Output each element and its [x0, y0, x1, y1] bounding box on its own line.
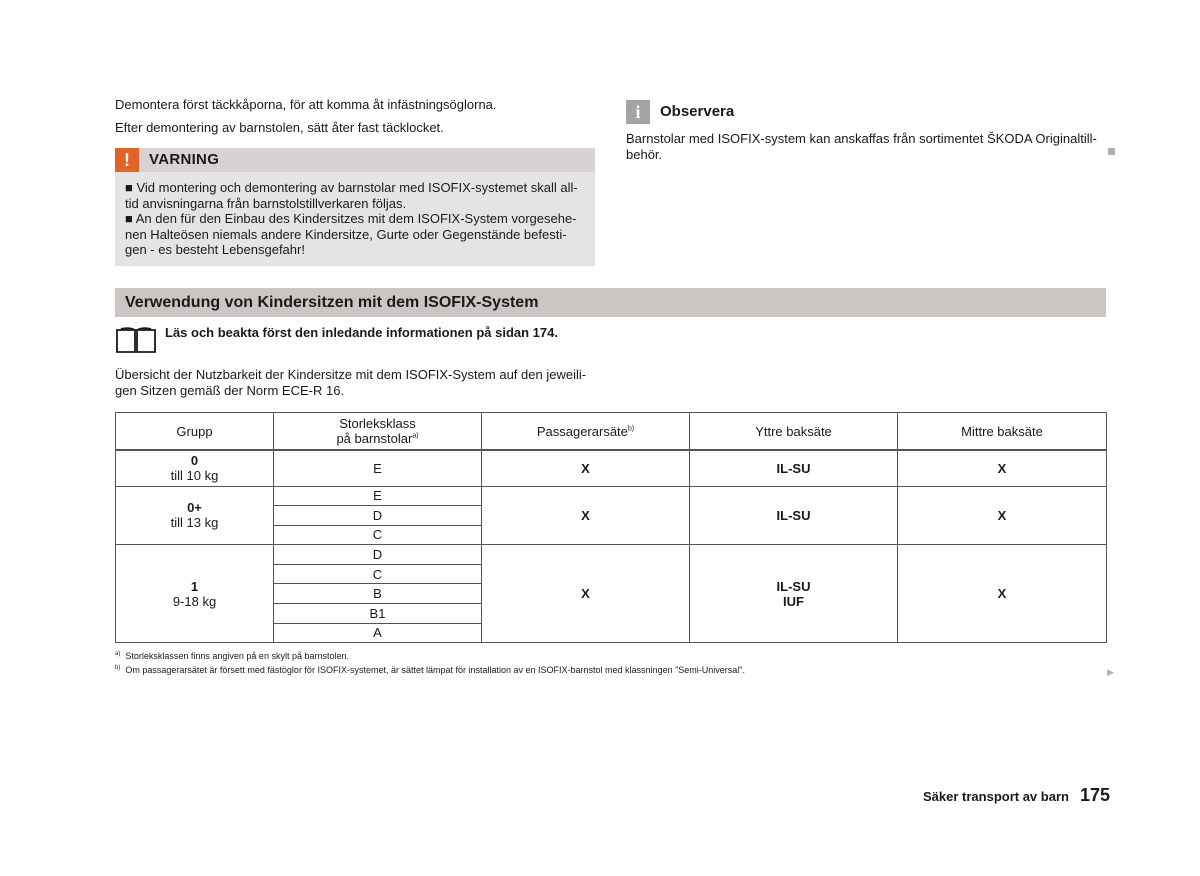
- footnote-a-mark: a): [115, 651, 121, 657]
- note-line-1: Barnstolar med ISOFIX-system kan anskaffas från sortimentet ŠKODA Originaltill-: [626, 131, 1097, 146]
- footnote-b-text: Om passagerarsätet är försett med fästöglor för ISOFIX-systemet, är sättet lämpat för installation av en ISOFIX-barnstol med klassningen "Semi-Universal".: [125, 665, 745, 675]
- footnote-a: [115, 651, 349, 662]
- header-size-line-1: Storleksklass: [339, 416, 416, 431]
- size-cell: C: [274, 564, 482, 584]
- book-icon: [115, 326, 157, 354]
- continue-arrow-icon: ▶: [1107, 667, 1114, 677]
- table-header-row: [116, 413, 1107, 451]
- note-title: Observera: [660, 103, 735, 120]
- table-row: [116, 486, 1107, 506]
- outer-value-2: IUF: [783, 593, 804, 609]
- outer-cell: IL-SU: [690, 450, 898, 486]
- outer-value-1: IL-SU: [776, 578, 811, 594]
- size-cell: D: [274, 545, 482, 565]
- size-cell: B: [274, 584, 482, 604]
- group-number: 0+: [187, 500, 202, 516]
- passenger-cell: X: [482, 450, 690, 486]
- intro-line-2: Efter demontering av barnstolen, sätt åter fast täcklocket.: [115, 120, 444, 135]
- header-group-label: Grupp: [176, 423, 213, 439]
- warning-icon: !: [115, 148, 139, 172]
- header-size-line-2: på barnstolar: [336, 431, 413, 446]
- section-title: Verwendung von Kindersitzen mit dem ISOFIX-System: [125, 294, 539, 311]
- middle-cell: X: [898, 450, 1107, 486]
- group-weight: 9-18 kg: [172, 593, 217, 609]
- warning-item-2-line-2: nen Halteösen niemals andere Kindersitze, Gurte oder Gegenstände befesti-: [125, 226, 567, 242]
- page-number: 175: [1080, 785, 1111, 805]
- outer-cell: IL-SU: [690, 486, 898, 545]
- middle-cell: X: [898, 486, 1107, 545]
- group-weight: till 13 kg: [170, 515, 219, 531]
- header-outer-label: Yttre baksäte: [755, 423, 832, 439]
- footnote-b-mark: b): [115, 665, 121, 671]
- header-size-class: [274, 413, 482, 451]
- footer-chapter-title: Säker transport av barn: [923, 789, 1069, 804]
- size-cell: C: [274, 525, 482, 545]
- table-row: [116, 450, 1107, 486]
- header-middle-label: Mittre baksäte: [961, 423, 1043, 439]
- table-row: [116, 545, 1107, 565]
- size-cell: B1: [274, 604, 482, 624]
- header-group: [116, 413, 274, 451]
- header-passenger: [482, 413, 690, 451]
- footnote-a-text: Storleksklassen finns angiven på en skylt på barnstolen.: [125, 651, 349, 661]
- overview-line-1: Übersicht der Nutzbarkeit der Kindersitze mit dem ISOFIX-System auf den jeweili-: [115, 367, 587, 382]
- intro-line-1: Demontera först täckkåporna, för att komma åt infästningsöglorna.: [115, 97, 497, 112]
- header-middle: [898, 413, 1107, 451]
- size-cell: D: [274, 506, 482, 526]
- group-number: 0: [190, 453, 199, 469]
- group-cell: [116, 545, 274, 643]
- overview-text: [115, 367, 605, 399]
- passenger-cell: X: [482, 486, 690, 545]
- end-square-icon: [1108, 148, 1115, 155]
- header-size-footnote-mark: a): [412, 432, 419, 440]
- passenger-cell: X: [482, 545, 690, 643]
- size-cell: A: [274, 623, 482, 643]
- warning-item-1-line-2: tid anvisningarna från barnstolstillverkaren följas.: [125, 195, 407, 211]
- warning-item-1-line-1: ■ Vid montering och demontering av barnstolar med ISOFIX-systemet skall all-: [125, 180, 578, 195]
- group-cell: [116, 486, 274, 545]
- note-text: [626, 131, 1116, 163]
- size-cell: E: [274, 450, 482, 486]
- overview-line-2: gen Sitzen gemäß der Norm ECE-R 16.: [115, 383, 345, 398]
- footnote-b: [115, 665, 745, 676]
- size-cell: E: [274, 486, 482, 506]
- header-outer: [690, 413, 898, 451]
- isofix-table: [115, 412, 1107, 643]
- group-weight: till 10 kg: [170, 468, 219, 484]
- outer-cell: [690, 545, 898, 643]
- warning-text: [125, 180, 585, 258]
- group-number: 1: [190, 578, 199, 594]
- header-passenger-label: Passagerarsäte: [536, 423, 628, 439]
- middle-cell: X: [898, 545, 1107, 643]
- warning-title: VARNING: [149, 151, 220, 168]
- warning-item-2-line-3: gen - es besteht Lebensgefahr!: [125, 242, 305, 257]
- warning-item-2-line-1: ■ An den für den Einbau des Kindersitzes mit dem ISOFIX-System vorgesehe-: [125, 211, 577, 226]
- group-cell: [116, 450, 274, 486]
- note-line-2: behör.: [626, 147, 663, 162]
- info-icon: i: [626, 100, 650, 124]
- read-first-note: Läs och beakta först den inledande informationen på sidan 174.: [165, 325, 558, 340]
- header-passenger-footnote-mark: b): [627, 425, 635, 433]
